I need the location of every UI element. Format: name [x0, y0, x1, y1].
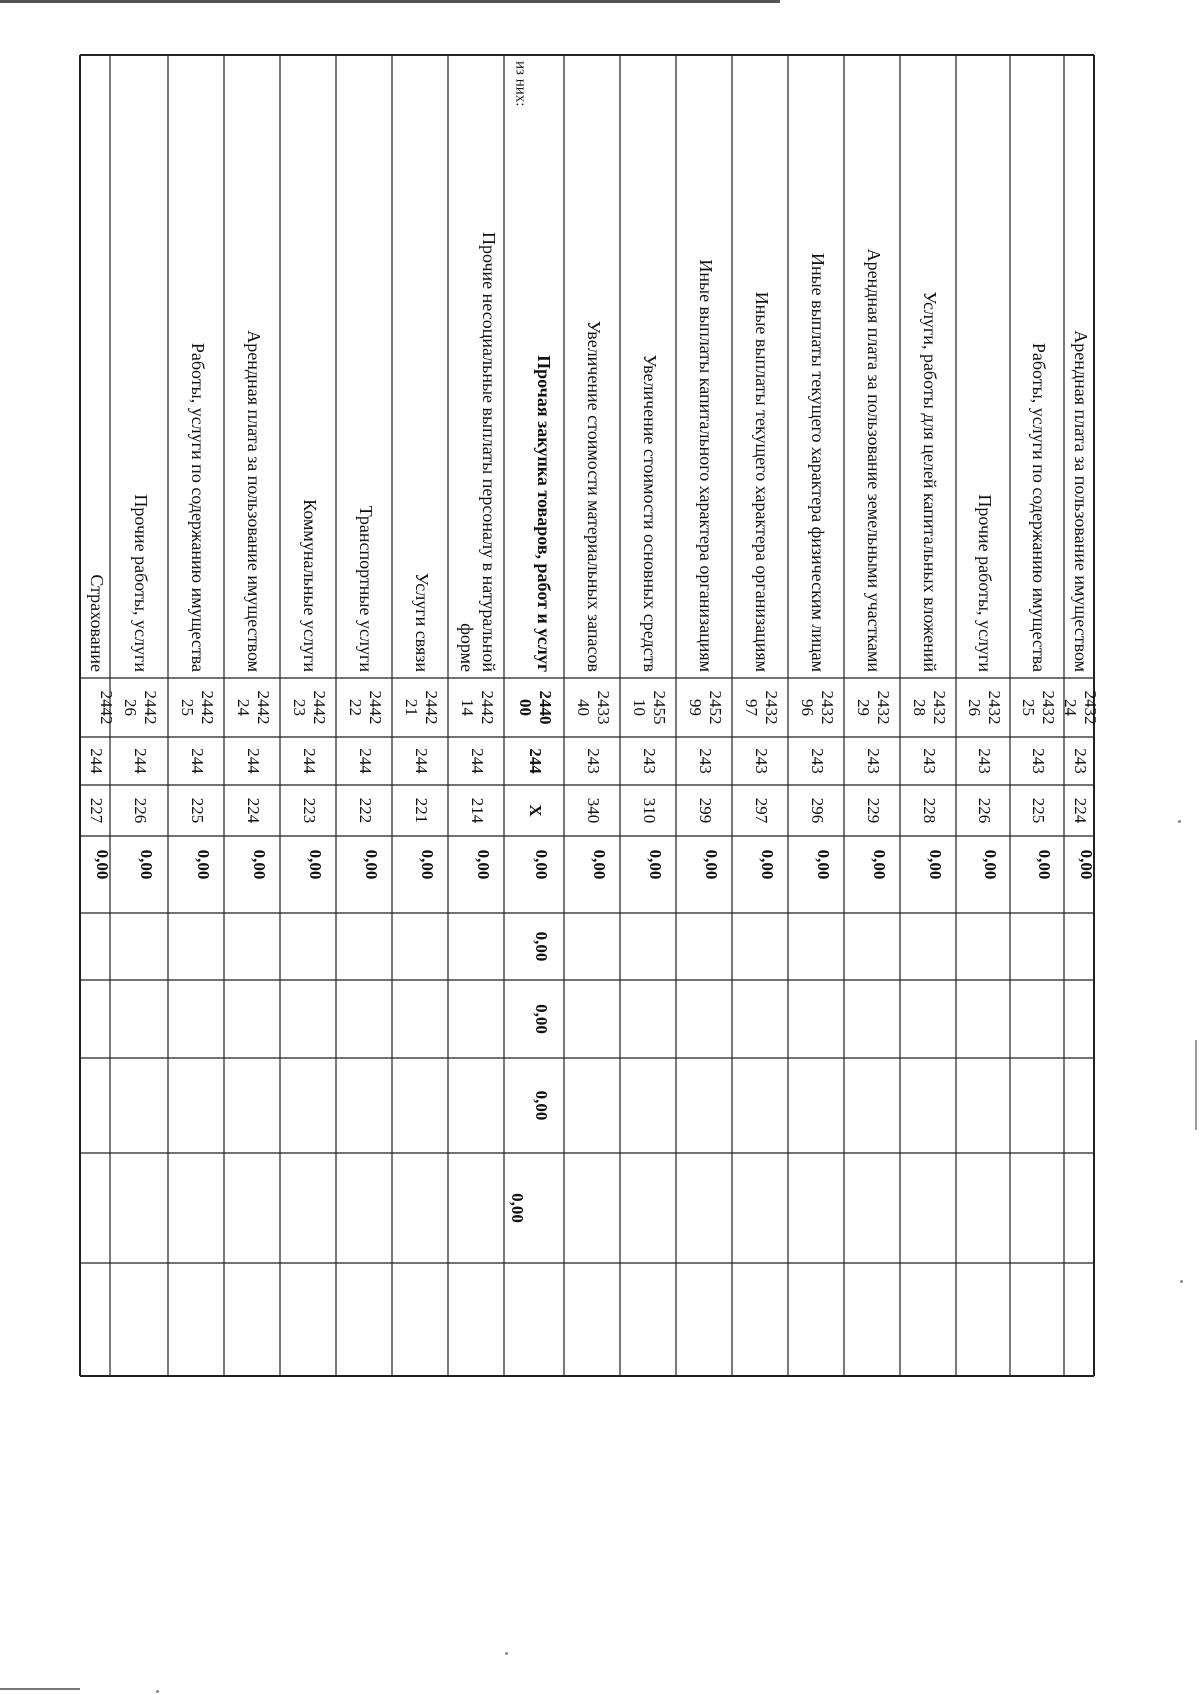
row-vr-code: 244: [244, 748, 264, 774]
row-value: 0,00: [532, 931, 552, 962]
row-name: Прочие несоциальные выплаты персоналу в натуральной: [478, 231, 499, 672]
row-code: 96: [798, 699, 818, 716]
row-name: Услуги связи: [411, 572, 432, 672]
row-code: 2432: [762, 690, 782, 725]
row-value: 0,00: [250, 849, 270, 880]
row-vr-code: 244: [526, 748, 546, 774]
row-vr-code: 243: [864, 748, 884, 774]
row-code: 2452: [706, 690, 726, 725]
row-name: Услуги, работы для целей капитальных вложений: [919, 291, 940, 672]
row-code: 28: [910, 699, 930, 716]
row-kosgu-code: 224: [244, 797, 264, 824]
row-code: 24: [234, 699, 254, 716]
row-code: 2433: [594, 690, 614, 725]
row-code: 22: [346, 699, 366, 716]
row-code: 2442: [478, 690, 498, 725]
row-name: Работы, услуги по содержанию имущества: [1028, 342, 1049, 672]
row-vr-code: 244: [468, 748, 488, 774]
row-vr-code: 244: [300, 748, 320, 774]
row-code: 2442: [254, 690, 274, 725]
row-name: Прочие работы, услуги: [130, 494, 151, 672]
row-code: 2432: [874, 690, 894, 725]
row-value: 0,00: [814, 849, 834, 880]
row-code: 2455: [650, 690, 670, 725]
row-kosgu-code: 226: [975, 797, 995, 824]
row-value: 0,00: [981, 849, 1001, 880]
table-text: [87, 61, 1100, 1223]
row-code: 97: [742, 699, 762, 716]
row-vr-code: 243: [640, 748, 660, 774]
row-name: Иные выплаты текущего характера организациям: [751, 291, 772, 672]
row-name: Транспортные услуги: [355, 505, 376, 672]
row-kosgu-code: 225: [1029, 797, 1049, 824]
row-code: 26: [121, 699, 141, 716]
row-value: 0,00: [1035, 849, 1055, 880]
row-code: 2442: [366, 690, 386, 725]
row-value: 0,00: [194, 849, 214, 880]
row-code: 2442: [310, 690, 330, 725]
row-name: Работы, услуги по содержанию имущества: [187, 342, 208, 672]
row-name: Прочая закупка товаров, работ и услуг: [533, 355, 554, 672]
row-value: 0,00: [306, 849, 326, 880]
row-code: 2432: [1081, 690, 1101, 725]
row-value: 0,00: [418, 849, 438, 880]
row-code: 2432: [985, 690, 1005, 725]
row-code: 2432: [930, 690, 950, 725]
row-code: 29: [854, 699, 874, 716]
row-value: 0,00: [474, 849, 494, 880]
row-name: Увеличение стоимости основных средств: [639, 354, 660, 672]
row-value: 0,00: [532, 1090, 552, 1121]
row-vr-code: 243: [1071, 748, 1091, 774]
row-value: 0,00: [758, 849, 778, 880]
row-kosgu-code: 227: [87, 797, 107, 824]
row-kosgu-code: 225: [188, 797, 208, 824]
row-value: 0,00: [702, 849, 722, 880]
row-kosgu-code: 297: [752, 797, 772, 824]
row-code: 40: [574, 699, 594, 716]
row-value: 0,00: [362, 849, 382, 880]
subheading-text: из них:: [512, 61, 529, 107]
row-vr-code: 243: [975, 748, 995, 774]
row-kosgu-code: 340: [584, 797, 604, 824]
row-name: Прочие работы, услуги: [974, 494, 995, 672]
row-value: 0,00: [1077, 849, 1097, 880]
row-code: 24: [1061, 699, 1081, 716]
row-value: 0,00: [646, 849, 666, 880]
row-kosgu-code: X: [526, 804, 546, 817]
row-name: Арендная плата за пользование имуществом: [243, 330, 264, 672]
row-name: Увеличение стоимости материальных запасов: [583, 320, 604, 672]
row-code: 2432: [1039, 690, 1059, 725]
row-name: Иные выплаты текущего характера физическим лицам: [807, 252, 828, 672]
row-vr-code: 243: [1029, 748, 1049, 774]
row-value: 0,00: [93, 849, 113, 880]
row-name: Арендная плата за пользование имуществом: [1070, 330, 1091, 672]
row-value: 0,00: [590, 849, 610, 880]
row-kosgu-code: 214: [468, 797, 488, 824]
row-value: 0,00: [532, 849, 552, 880]
row-code: 2442: [422, 690, 442, 725]
row-code: 10: [630, 699, 650, 716]
row-kosgu-code: 223: [300, 797, 320, 824]
row-value: 0,00: [870, 849, 890, 880]
row-value: 0,00: [508, 1193, 528, 1223]
row-kosgu-code: 229: [864, 797, 884, 824]
row-value: 0,00: [137, 849, 157, 880]
row-kosgu-code: 224: [1071, 797, 1091, 824]
row-kosgu-code: 221: [412, 797, 432, 824]
row-value: 0,00: [532, 1004, 552, 1034]
row-kosgu-code: 310: [640, 797, 660, 824]
row-vr-code: 244: [87, 748, 107, 774]
row-vr-code: 243: [752, 748, 772, 774]
row-vr-code: 243: [808, 748, 828, 774]
row-code: 23: [290, 699, 310, 716]
row-name: Арендная плата за пользование земельными участками: [863, 248, 884, 672]
row-code: 00: [516, 699, 536, 716]
row-code: 25: [178, 699, 198, 716]
row-vr-code: 243: [696, 748, 716, 774]
row-vr-code: 244: [356, 748, 376, 774]
row-name: Коммунальные услуги: [299, 499, 320, 672]
row-vr-code: 244: [131, 748, 151, 774]
row-code: 2442: [97, 690, 117, 725]
row-vr-code: 243: [920, 748, 940, 774]
row-vr-code: 244: [188, 748, 208, 774]
row-kosgu-code: 296: [808, 797, 828, 824]
row-code: 2442: [198, 690, 218, 725]
row-code: 2432: [818, 690, 838, 725]
row-code: 26: [965, 699, 985, 716]
row-code: 2440: [536, 690, 556, 725]
row-vr-code: 243: [584, 748, 604, 774]
row-name: Иные выплаты капитального характера организациям: [695, 259, 716, 672]
row-code: 25: [1019, 699, 1039, 716]
row-name: Страхование: [86, 574, 107, 672]
row-kosgu-code: 228: [920, 797, 940, 824]
row-code: 99: [686, 699, 706, 716]
row-name: форме: [456, 623, 477, 672]
row-vr-code: 244: [412, 748, 432, 774]
row-kosgu-code: 299: [696, 797, 716, 824]
row-kosgu-code: 226: [131, 797, 151, 824]
row-value: 0,00: [926, 849, 946, 880]
row-kosgu-code: 222: [356, 797, 376, 824]
row-code: 21: [402, 699, 422, 716]
row-code: 14: [458, 699, 478, 716]
row-code: 2442: [141, 690, 161, 725]
